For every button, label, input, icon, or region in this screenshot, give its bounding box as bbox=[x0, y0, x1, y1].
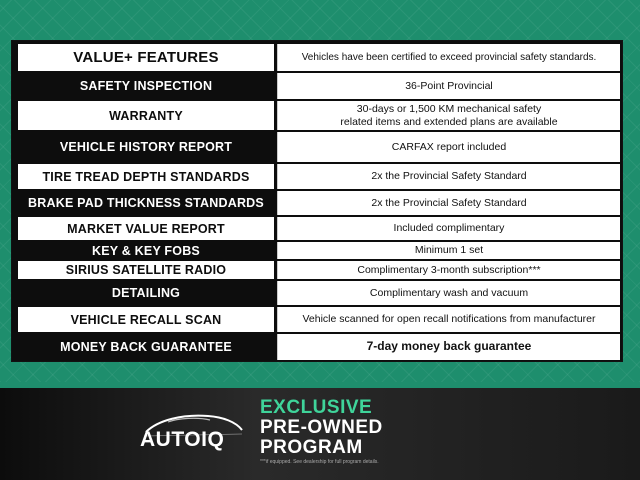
table-row bbox=[18, 334, 620, 360]
row-label: SAFETY INSPECTION bbox=[18, 73, 274, 99]
row-value: 7-day money back guarantee bbox=[277, 334, 620, 360]
row-label: SIRIUS SATELLITE RADIO bbox=[18, 261, 274, 279]
row-label: MONEY BACK GUARANTEE bbox=[18, 334, 274, 360]
autoiq-logo: AUTOIQ bbox=[140, 428, 225, 451]
row-value: 2x the Provincial Safety Standard bbox=[277, 164, 620, 189]
table-row bbox=[18, 73, 620, 99]
features-table bbox=[18, 42, 620, 362]
table-row bbox=[18, 191, 620, 215]
footer-stripe bbox=[0, 382, 640, 388]
row-value-line: 30-days or 1,500 KM mechanical safety bbox=[356, 103, 542, 116]
footer-disclaimer: ***if equipped. See dealership for full program details. bbox=[260, 459, 379, 465]
row-label: WARRANTY bbox=[18, 101, 274, 130]
table-row bbox=[18, 132, 620, 162]
row-label: BRAKE PAD THICKNESS STANDARDS bbox=[18, 191, 274, 215]
table-row bbox=[18, 101, 620, 130]
row-value: Minimum 1 set bbox=[277, 242, 620, 259]
table-row bbox=[18, 164, 620, 189]
table-row bbox=[18, 217, 620, 240]
row-value: Complimentary 3-month subscription*** bbox=[277, 261, 620, 279]
row-label: DETAILING bbox=[18, 281, 274, 305]
row-value bbox=[277, 101, 620, 130]
row-label: TIRE TREAD DEPTH STANDARDS bbox=[18, 164, 274, 189]
features-title: VALUE+ FEATURES bbox=[18, 44, 274, 71]
row-value-line: related items and extended plans are available bbox=[340, 115, 558, 128]
table-row bbox=[18, 281, 620, 305]
row-value: CARFAX report included bbox=[277, 132, 620, 162]
program-title bbox=[260, 398, 383, 458]
row-value: Complimentary wash and vacuum bbox=[277, 281, 620, 305]
table-row bbox=[18, 242, 620, 259]
features-note: Vehicles have been certified to exceed provincial safety standards. bbox=[277, 44, 620, 71]
row-value: Vehicle scanned for open recall notifications from manufacturer bbox=[277, 307, 620, 332]
program-line-preowned: PRE-OWNED bbox=[260, 417, 383, 438]
table-row bbox=[18, 307, 620, 332]
row-label: KEY & KEY FOBS bbox=[18, 242, 274, 259]
program-line-exclusive: EXCLUSIVE bbox=[260, 397, 373, 418]
row-value: Included complimentary bbox=[277, 217, 620, 240]
table-row bbox=[18, 261, 620, 279]
program-line-program: PROGRAM bbox=[260, 437, 363, 458]
row-label: VEHICLE RECALL SCAN bbox=[18, 307, 274, 332]
row-value: 2x the Provincial Safety Standard bbox=[277, 191, 620, 215]
row-value: 36-Point Provincial bbox=[277, 73, 620, 99]
table-header-row bbox=[18, 44, 620, 71]
row-label: VEHICLE HISTORY REPORT bbox=[18, 132, 274, 162]
row-label: MARKET VALUE REPORT bbox=[18, 217, 274, 240]
